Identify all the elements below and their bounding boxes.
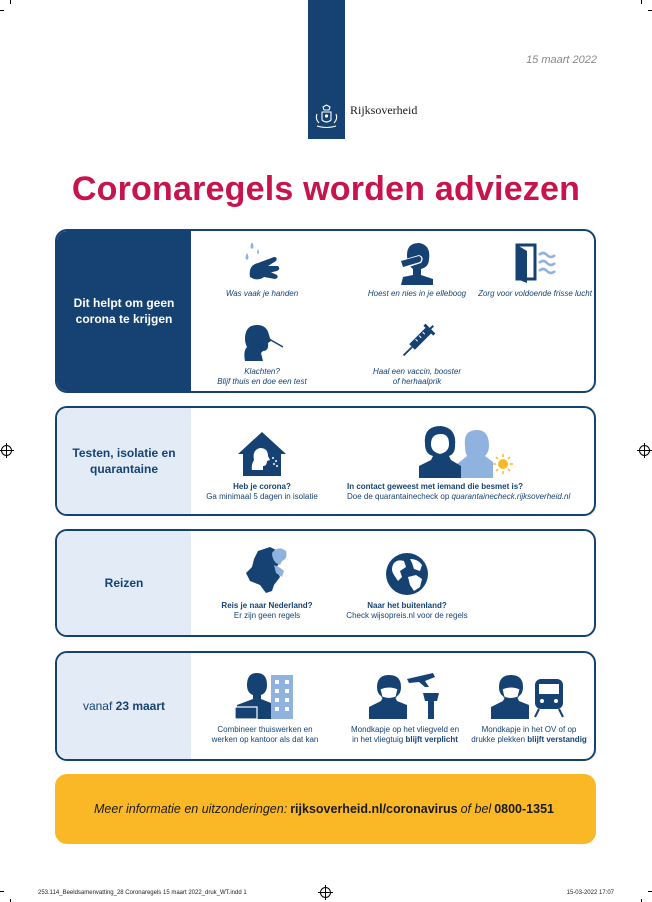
page-title: Coronaregels worden adviezen (71, 170, 581, 208)
home-isolation-icon (236, 430, 288, 478)
work-office-icon (233, 669, 297, 721)
more-info-banner (55, 774, 596, 844)
coronavirus-link[interactable]: rijksoverheid.nl/coronavirus (290, 802, 458, 816)
more-info-prefix: Meer informatie en uitzonderingen: (94, 802, 288, 816)
syringe-icon (397, 321, 437, 363)
travel-to-nl-title: Reis je naar Nederland? (221, 601, 313, 610)
from-date-prefix: vanaf (82, 699, 113, 713)
print-slug-left: 253.114_Beeldsamenvatting_28 Coronaregels 15 maart 2022_druk_WT.indd 1 (38, 890, 247, 896)
call-text: of bel (460, 802, 492, 816)
fresh-air-item (475, 239, 595, 299)
airport-mask-icon (367, 669, 443, 721)
travel-to-nl-item (197, 541, 337, 621)
registration-mark (1, 445, 12, 456)
vaccine-item (347, 321, 487, 387)
has-corona-item (197, 430, 327, 502)
from-date-value: 23 maart (115, 699, 166, 713)
airport-mask-line1: Mondkapje op het vliegveld en (350, 725, 460, 734)
transport-mask-line2-bold: blijft verstandig (527, 735, 587, 744)
wash-hands-caption: Was vaak je handen (225, 289, 299, 298)
contact-text-prefix: Doe de quarantainecheck op (347, 492, 452, 501)
globe-icon (384, 551, 430, 597)
airport-mask-line2-bold: blijft verplicht (405, 735, 458, 744)
has-corona-title: Heb je corona? (233, 482, 291, 491)
travel-panel (55, 529, 596, 637)
travel-abroad-title: Naar het buitenland? (367, 601, 447, 610)
travel-heading: Reizen (57, 531, 191, 635)
registration-mark (639, 445, 650, 456)
cough-elbow-item (357, 239, 477, 299)
contact-text (333, 492, 596, 502)
test-caption-line1: Klachten? (244, 367, 280, 376)
transport-mask-line1: Mondkapje in het OV of op (481, 725, 577, 734)
transport-mask-line2-prefix: drukke plekken (471, 735, 528, 744)
hand-wash-icon (242, 239, 282, 285)
crop-mark (641, 0, 642, 4)
prevention-panel (55, 229, 596, 393)
netherlands-map-icon (242, 541, 292, 597)
crop-mark (0, 891, 4, 892)
from-date-heading (57, 653, 191, 759)
public-transport-mask-item (463, 669, 595, 745)
from-date-panel (55, 651, 596, 761)
publication-date: 15 maart 2022 (526, 54, 597, 66)
print-slug-right: 15-03-2022 17:07 (566, 890, 614, 896)
logo-wordmark: Rijksoverheid (350, 103, 418, 117)
royal-coat-of-arms-icon (314, 104, 339, 130)
travel-abroad-text: Check wijsopreis.nl voor de regels (346, 611, 468, 620)
cough-elbow-icon (397, 239, 437, 285)
hybrid-work-item (195, 669, 335, 745)
airport-mask-line2-prefix: in het vliegtuig (352, 735, 406, 744)
hybrid-work-line2: werken op kantoor als dat kan (211, 735, 319, 744)
contact-item (333, 422, 596, 502)
train-mask-icon (491, 669, 567, 721)
quarantine-check-link[interactable]: quarantainecheck.rijksoverheid.nl (451, 492, 571, 501)
contact-title: In contact geweest met iemand die besmet is? (347, 482, 524, 491)
has-corona-text: Ga minimaal 5 dagen in isolatie (206, 492, 318, 501)
crop-mark (648, 891, 652, 892)
travel-abroad-item (327, 551, 487, 621)
wash-hands-item (202, 239, 322, 299)
test-caption-line2: Blijf thuis en doe een test (217, 377, 307, 386)
contact-people-icon (415, 422, 515, 478)
vaccine-caption-line2: of herhaalprik (392, 377, 442, 386)
fresh-air-caption: Zorg voor voldoende frisse lucht (478, 289, 592, 298)
nose-test-icon (239, 321, 285, 363)
testing-panel (55, 406, 596, 516)
hybrid-work-line1: Combineer thuiswerken en (217, 725, 313, 734)
prevention-heading: Dit helpt om geen corona te krijgen (57, 231, 191, 391)
crop-mark (648, 10, 652, 11)
transport-mask-line2 (463, 735, 595, 745)
ventilation-window-icon (513, 239, 557, 285)
airport-mask-item (335, 669, 475, 745)
test-item (202, 321, 322, 387)
airport-mask-line2 (335, 735, 475, 745)
crop-mark (10, 0, 11, 4)
registration-mark (320, 887, 331, 898)
travel-to-nl-text: Er zijn geen regels (233, 611, 301, 620)
cough-elbow-caption: Hoest en nies in je elleboog (367, 289, 467, 298)
testing-heading: Testen, isolatie en quarantaine (57, 408, 191, 514)
logo-bar (308, 0, 345, 139)
crop-mark (0, 10, 4, 11)
phone-number[interactable]: 0800-1351 (494, 802, 554, 816)
vaccine-caption-line1: Haal een vaccin, booster (372, 367, 462, 376)
